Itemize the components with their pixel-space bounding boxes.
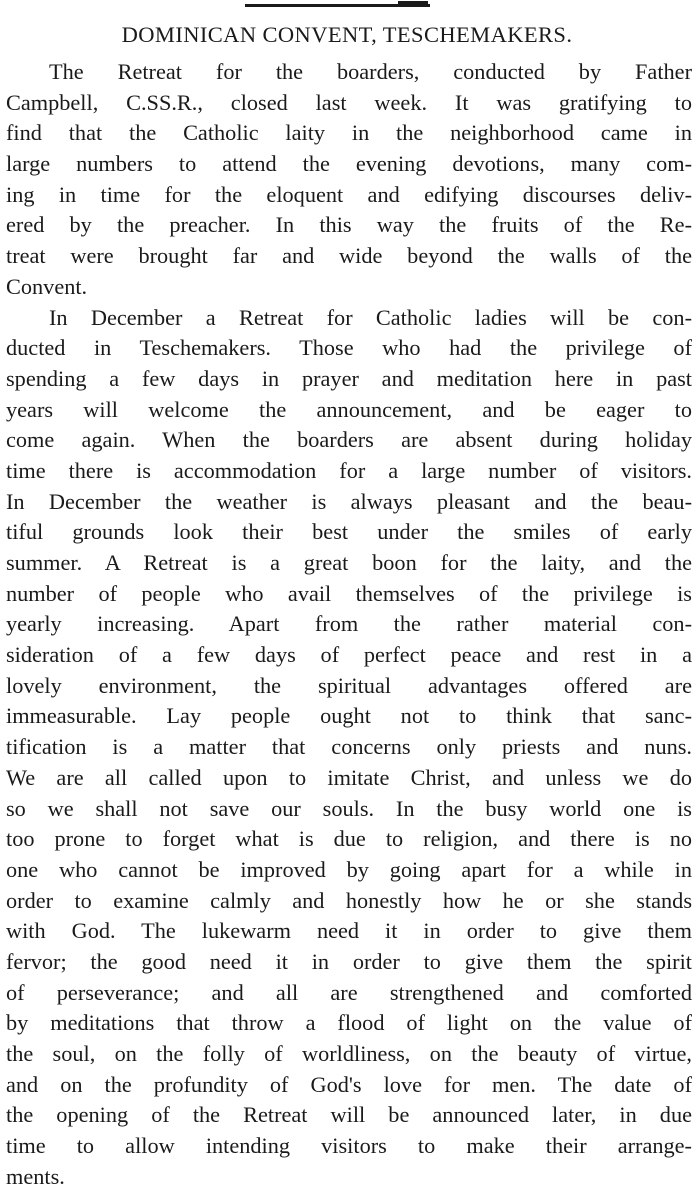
text-line: and on the profundity of God's love for men. The date of bbox=[6, 1070, 692, 1101]
paragraph-2 bbox=[6, 303, 692, 1192]
text-line: fervor; the good need it in order to give them the spirit bbox=[6, 947, 692, 978]
text-line: ducted in Teschemakers. Those who had the privilege of bbox=[6, 333, 692, 364]
text-line: large numbers to attend the evening devotions, many com- bbox=[6, 149, 692, 180]
text-line: come again. When the boarders are absent during holiday bbox=[6, 425, 692, 456]
text-line: of perseverance; and all are strengthened and comforted bbox=[6, 978, 692, 1009]
text-line: time to allow intending visitors to make their arrange- bbox=[6, 1131, 692, 1162]
text-line: so we shall not save our souls. In the busy world one is bbox=[6, 794, 692, 825]
text-line: order to examine calmly and honestly how he or she stands bbox=[6, 886, 692, 917]
article-body bbox=[6, 57, 692, 1192]
text-line: Convent. bbox=[6, 272, 692, 303]
text-line: number of people who avail themselves of the privilege is bbox=[6, 579, 692, 610]
text-line: The Retreat for the boarders, conducted by Father bbox=[6, 57, 692, 88]
text-line: yearly increasing. Apart from the rather material con- bbox=[6, 609, 692, 640]
text-line: tiful grounds look their best under the smiles of early bbox=[6, 517, 692, 548]
text-line: In December a Retreat for Catholic ladies will be con- bbox=[6, 303, 692, 334]
text-line: ments. bbox=[6, 1162, 692, 1192]
text-line: We are all called upon to imitate Christ, and unless we do bbox=[6, 763, 692, 794]
text-line: immeasurable. Lay people ought not to think that sanc- bbox=[6, 701, 692, 732]
article-title: DOMINICAN CONVENT, TESCHEMAKERS. bbox=[0, 22, 694, 48]
text-line: find that the Catholic laity in the neighborhood came in bbox=[6, 118, 692, 149]
text-line: ered by the preacher. In this way the fruits of the Re- bbox=[6, 210, 692, 241]
text-line: one who cannot be improved by going apart for a while in bbox=[6, 855, 692, 886]
text-line: In December the weather is always pleasant and the beau- bbox=[6, 487, 692, 518]
text-line: with God. The lukewarm need it in order to give them bbox=[6, 916, 692, 947]
text-line: summer. A Retreat is a great boon for the laity, and the bbox=[6, 548, 692, 579]
text-line: lovely environment, the spiritual advantages offered are bbox=[6, 671, 692, 702]
text-line: Campbell, C.SS.R., closed last week. It was gratifying to bbox=[6, 88, 692, 119]
text-line: the opening of the Retreat will be announced later, in due bbox=[6, 1100, 692, 1131]
text-line: years will welcome the announcement, and be eager to bbox=[6, 395, 692, 426]
text-line: spending a few days in prayer and meditation here in past bbox=[6, 364, 692, 395]
text-line: ing in time for the eloquent and edifying discourses deliv- bbox=[6, 180, 692, 211]
top-rule bbox=[245, 4, 430, 7]
text-line: too prone to forget what is due to religion, and there is no bbox=[6, 824, 692, 855]
text-line: by meditations that throw a flood of light on the value of bbox=[6, 1008, 692, 1039]
paragraph-1 bbox=[6, 57, 692, 303]
text-line: treat were brought far and wide beyond the walls of the bbox=[6, 241, 692, 272]
text-line: sideration of a few days of perfect peace and rest in a bbox=[6, 640, 692, 671]
top-rule-mark bbox=[398, 1, 428, 4]
text-line: time there is accommodation for a large number of visitors. bbox=[6, 456, 692, 487]
text-line: the soul, on the folly of worldliness, on the beauty of virtue, bbox=[6, 1039, 692, 1070]
text-line: tification is a matter that concerns only priests and nuns. bbox=[6, 732, 692, 763]
